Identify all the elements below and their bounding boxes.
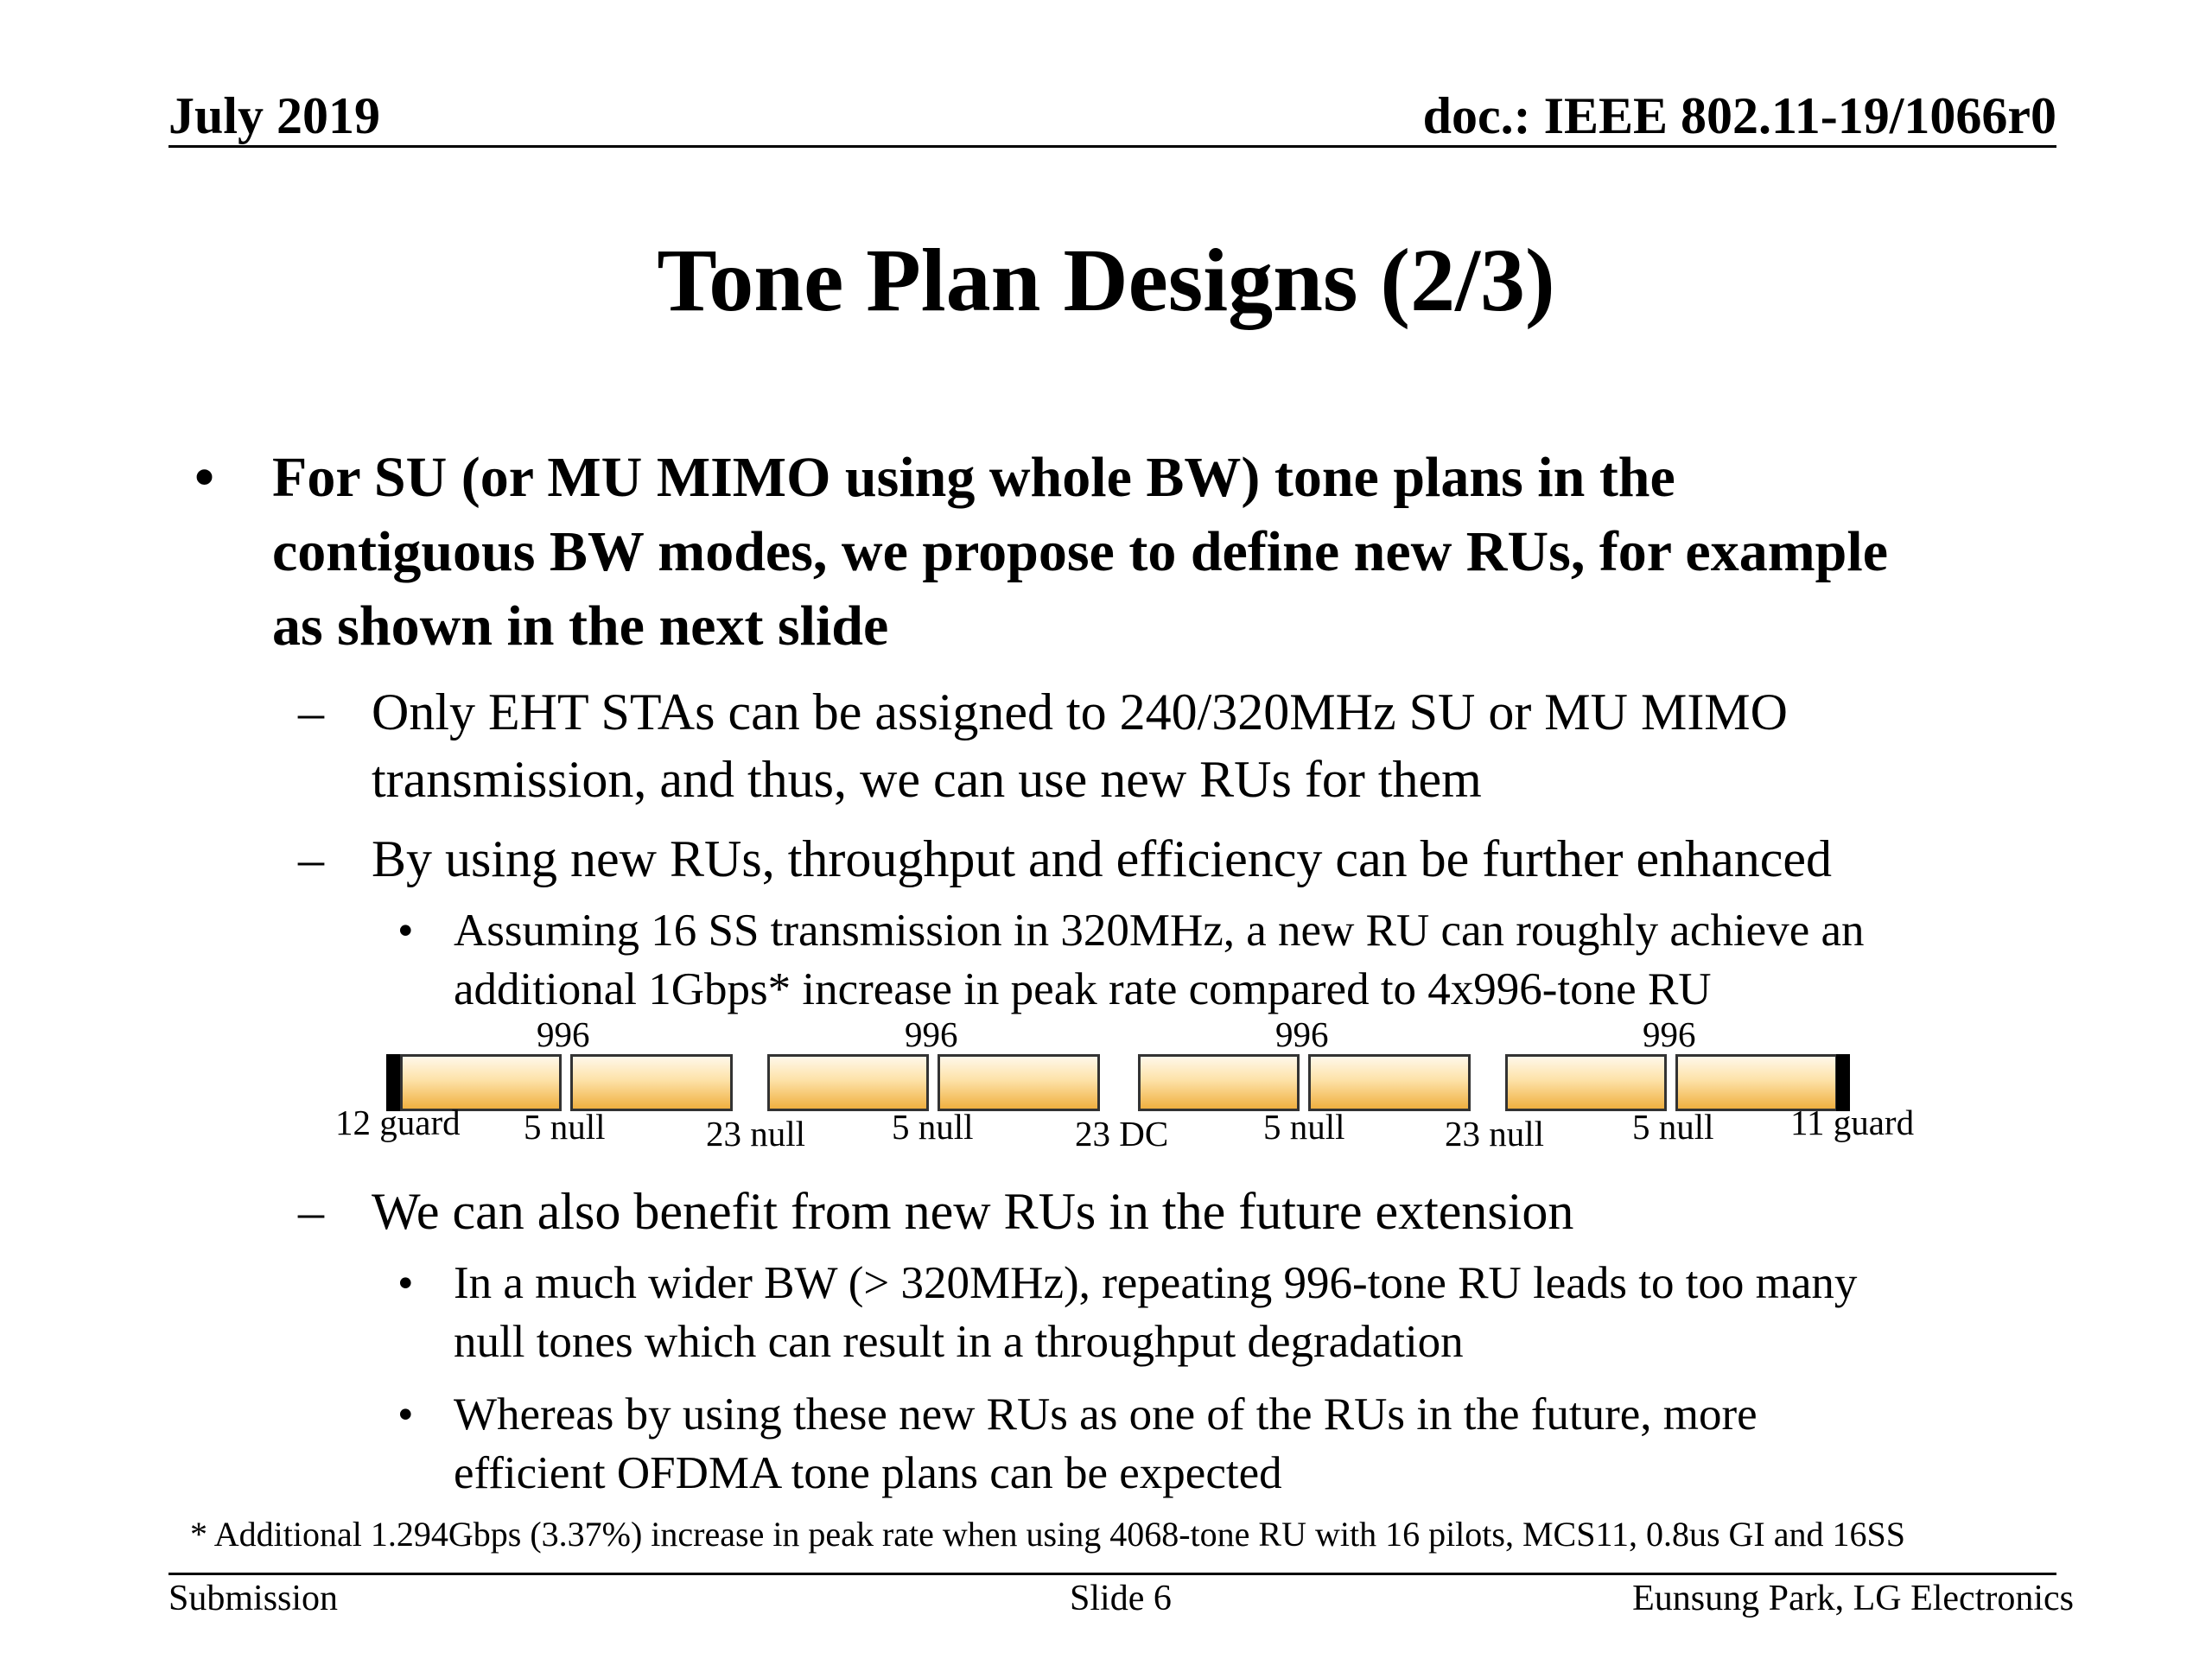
- ru-half-block: [767, 1054, 929, 1111]
- sub-bullet-3: [298, 1178, 1573, 1245]
- gap-label: 23 null: [1445, 1114, 1545, 1154]
- ru-label: 996: [1275, 1014, 1329, 1054]
- main-bullet-line: as shown in the next slide: [272, 594, 889, 658]
- main-bullet-line: contiguous BW modes, we propose to define new RUs, for example: [272, 520, 1889, 583]
- sub-bullet-line: We can also benefit from new RUs in the future extension: [372, 1183, 1574, 1240]
- sub-bullet-2: [298, 825, 1832, 893]
- ru-half-block: [1308, 1054, 1471, 1111]
- ru-half-block: [1505, 1054, 1667, 1111]
- sub-sub-bullet-2-1: [397, 901, 1865, 1019]
- footer-rule: [168, 1573, 2056, 1575]
- gap-label: 5 null: [892, 1107, 974, 1147]
- gap-label: 5 null: [1263, 1107, 1345, 1147]
- bullet-dot: •: [397, 1258, 414, 1308]
- dash-marker: –: [298, 683, 324, 741]
- header-doc-id: doc.: IEEE 802.11-19/1066r0: [1422, 87, 2056, 144]
- gap-label: 11 guard: [1790, 1103, 1915, 1142]
- footnote: * Additional 1.294Gbps (3.37%) increase in peak rate when using 4068-tone RU with 16 pilots, MCS11, 0.8us GI and 16SS: [190, 1515, 1905, 1554]
- dash-marker: –: [298, 830, 324, 887]
- ru-label: 996: [537, 1014, 590, 1054]
- sub-sub-bullet-line: Whereas by using these new RUs as one of the RUs in the future, more: [454, 1389, 1758, 1440]
- ru-half-block: [1138, 1054, 1300, 1111]
- sub-sub-bullet-3-1: [397, 1254, 1857, 1371]
- sub-sub-bullet-3-2: [397, 1385, 1758, 1503]
- sub-sub-bullet-line: Assuming 16 SS transmission in 320MHz, a new RU can roughly achieve an: [454, 906, 1865, 956]
- gap-label: 5 null: [1632, 1107, 1714, 1147]
- sub-sub-bullet-line: efficient OFDMA tone plans can be expected: [454, 1448, 1282, 1498]
- sub-bullet-line: transmission, and thus, we can use new RUs for them: [372, 751, 1482, 808]
- gap-label: 23 null: [706, 1114, 806, 1154]
- bullet-dot: •: [397, 1389, 414, 1440]
- dash-marker: –: [298, 1183, 324, 1240]
- ru-label: 996: [905, 1014, 958, 1054]
- footer-submission: Submission: [168, 1579, 339, 1618]
- header-rule: [168, 145, 2056, 148]
- tone-plan-diagram: [0, 1014, 2212, 1166]
- gap-label: 5 null: [524, 1107, 606, 1147]
- ru-half-block: [938, 1054, 1100, 1111]
- bullet-dot: •: [397, 906, 414, 956]
- bullet-dot: •: [194, 446, 215, 509]
- sub-bullet-line: By using new RUs, throughput and efficiency can be further enhanced: [372, 830, 1833, 887]
- main-bullet-line: For SU (or MU MIMO using whole BW) tone plans in the: [272, 446, 1675, 509]
- ru-label: 996: [1643, 1014, 1696, 1054]
- header-date: July 2019: [168, 87, 381, 144]
- sub-sub-bullet-line: additional 1Gbps* increase in peak rate compared to 4x996-tone RU: [454, 964, 1712, 1014]
- ru-half-block: [570, 1054, 733, 1111]
- main-bullet: [194, 441, 2095, 664]
- sub-bullet-1: [298, 678, 1788, 813]
- sub-bullet-line: Only EHT STAs can be assigned to 240/320MHz SU or MU MIMO: [372, 683, 1788, 741]
- gap-label: 23 DC: [1075, 1114, 1169, 1154]
- footer-author: Eunsung Park, LG Electronics: [1632, 1579, 2074, 1618]
- sub-sub-bullet-line: In a much wider BW (> 320MHz), repeating 996-tone RU leads to too many: [454, 1258, 1858, 1308]
- footer-slide-number: Slide 6: [1070, 1579, 1172, 1618]
- gap-label: 12 guard: [335, 1103, 461, 1142]
- sub-sub-bullet-line: null tones which can result in a throughput degradation: [454, 1317, 1464, 1367]
- slide-title: Tone Plan Designs (2/3): [657, 231, 1555, 330]
